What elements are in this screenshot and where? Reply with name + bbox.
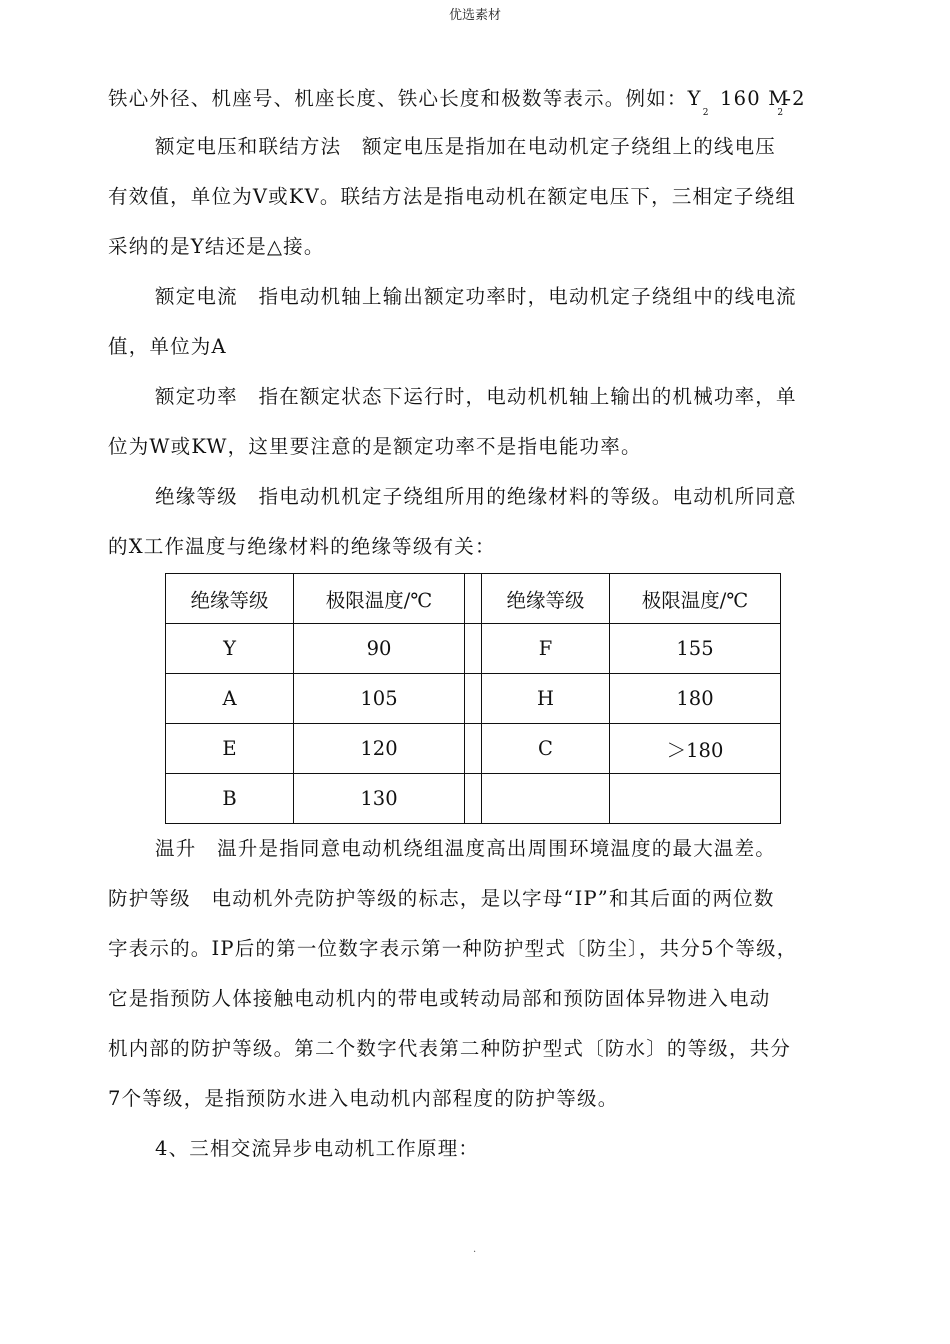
table-header-cell: 绝缘等级 (166, 574, 294, 624)
paragraph-line: 它是指预防人体接触电动机内的带电或转动局部和预防固体异物进入电动 (108, 987, 771, 1010)
table-cell: A (166, 674, 294, 724)
paragraph-line: 机内部的防护等级。第二个数字代表第二种防护型式〔防水〕的等级，共分 (108, 1037, 792, 1060)
paragraph-line: 值，单位为A (108, 335, 227, 358)
table-spacer-cell (465, 674, 482, 724)
paragraph-line: 7个等级，是指预防水进入电动机内部程度的防护等级。 (108, 1087, 619, 1110)
table-cell: 120 (294, 724, 465, 774)
insulation-grade-table (165, 573, 781, 824)
table-cell: H (482, 674, 610, 724)
table-spacer-cell (465, 774, 482, 824)
table-row (166, 724, 781, 774)
paragraph-line: 采纳的是Y结还是△接。 (108, 235, 325, 258)
table-header-cell: 极限温度/℃ (294, 574, 465, 624)
paragraph-line: 额定电流 指电动机轴上输出额定功率时，电动机定子绕组中的线电流 (155, 285, 797, 308)
table-cell: Y (166, 624, 294, 674)
model-y-sub: 2 (702, 108, 710, 118)
table-row (166, 674, 781, 724)
table-cell: C (482, 724, 610, 774)
paragraph-line: 位为W或KW，这里要注意的是额定功率不是指电能功率。 (108, 435, 642, 458)
table-row (166, 774, 781, 824)
model-dash: -2 (784, 87, 806, 110)
table-cell: E (166, 724, 294, 774)
table-header-row (166, 574, 781, 624)
model-y: Y (687, 87, 702, 110)
paragraph-line: 有效值，单位为V或KV。联结方法是指电动机在额定电压下，三相定子绕组 (108, 185, 797, 208)
model-line-text: 铁心外径、机座号、机座长度、铁心长度和极数等表示。例如： (108, 87, 688, 110)
table-spacer-cell (465, 574, 482, 624)
page-header: 优选素材 (448, 8, 501, 23)
table-cell (482, 774, 610, 824)
table-cell (610, 774, 781, 824)
table-header-cell: 极限温度/℃ (610, 574, 781, 624)
table-header-cell: 绝缘等级 (482, 574, 610, 624)
table-cell: 105 (294, 674, 465, 724)
page-footer: . (473, 1244, 477, 1255)
table-cell: 180 (610, 674, 781, 724)
paragraph-line: 的X工作温度与绝缘材料的绝缘等级有关： (108, 535, 496, 558)
table-spacer-cell (465, 724, 482, 774)
model-line (108, 86, 806, 116)
table-cell: 130 (294, 774, 465, 824)
table-cell: ＞180 (610, 724, 781, 774)
section-heading: 4、三相交流异步电动机工作原理： (155, 1137, 480, 1160)
model-mid: 160 M (720, 87, 790, 110)
paragraph-line: 防护等级 电动机外壳防护等级的标志，是以字母“IP”和其后面的两位数 (108, 887, 775, 910)
paragraph-line: 字表示的。IP后的第一位数字表示第一种防护型式〔防尘〕，共分5个等级， (108, 937, 798, 960)
table-cell: 90 (294, 624, 465, 674)
table-cell: B (166, 774, 294, 824)
paragraph-line: 额定功率 指在额定状态下运行时，电动机机轴上输出的机械功率，单 (155, 385, 797, 408)
paragraph-line: 额定电压和联结方法 额定电压是指加在电动机定子绕组上的线电压 (155, 135, 777, 158)
paragraph-line: 绝缘等级 指电动机机定子绕组所用的绝缘材料的等级。电动机所同意 (155, 485, 797, 508)
table-spacer-cell (465, 624, 482, 674)
table-cell: 155 (610, 624, 781, 674)
model-m-sub: 2 (777, 108, 785, 118)
table-row (166, 624, 781, 674)
paragraph-line: 温升 温升是指同意电动机绕组温度高出周围环境温度的最大温差。 (155, 837, 777, 860)
table-cell: F (482, 624, 610, 674)
